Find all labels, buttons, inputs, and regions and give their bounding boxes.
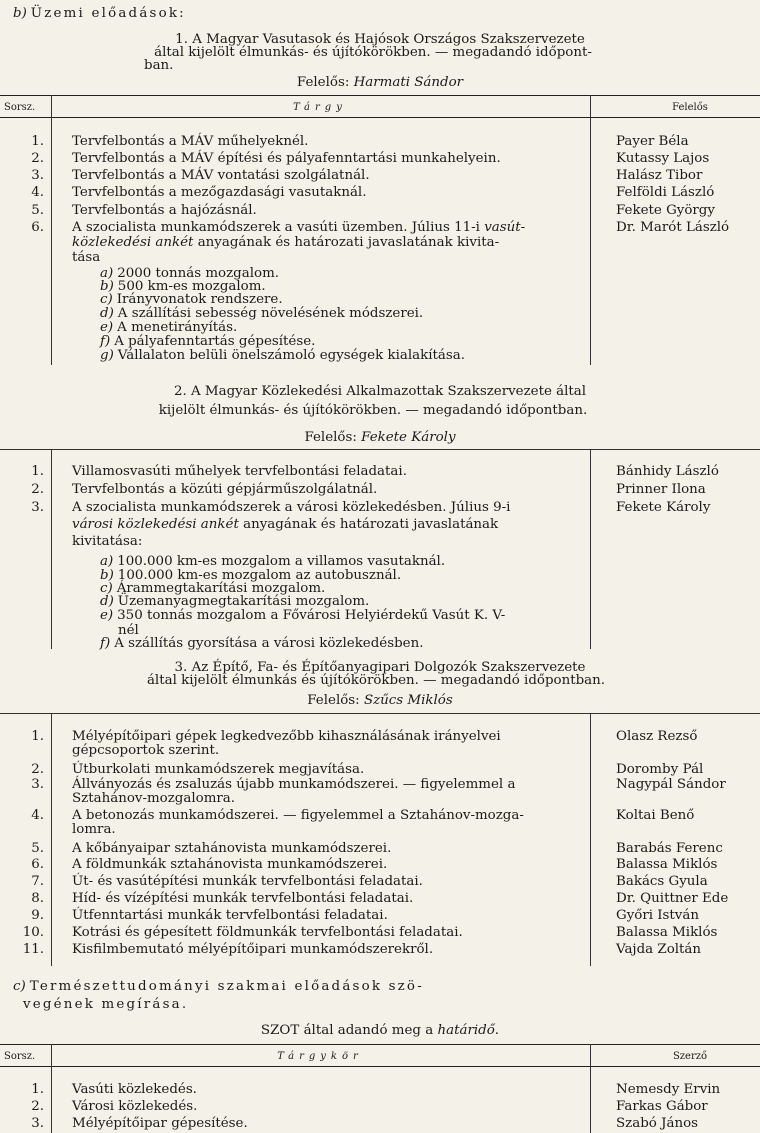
column-divider — [590, 713, 591, 966]
row-subject: Híd- és vízépítési munkák tervfelbontási feladatai. — [72, 891, 414, 906]
sub-item — [100, 594, 580, 609]
row-subject-part: A betonozás munkamódszerei. — figyelemmel a Sztahánov-mozga- — [72, 808, 524, 823]
row-subject: Kotrási és gépesített földmunkák tervfelbontási feladatai. — [72, 925, 463, 940]
horizontal-rule — [0, 449, 760, 450]
row-subject-part: Állványozás és zsaluzás újabb munkamódszerei. — figyelemmel a — [72, 777, 516, 792]
row-responsible: Dorombу Pál — [616, 762, 704, 777]
block2-intro-line: 2. A Magyar Közlekedési Alkalmazottak Szakszervezete által — [173, 384, 587, 399]
sub-item — [100, 636, 580, 651]
responsible-label: Felelős: — [304, 430, 357, 445]
header-targykor: Tárgykör — [277, 1051, 363, 1062]
row-subject — [72, 809, 578, 837]
column-divider — [590, 1044, 591, 1133]
sub-item — [100, 554, 580, 569]
sub-item-letter: a) — [100, 266, 114, 281]
row-subject-part: A szocialista munkamódszerek a vasúti üzemben. Július 11-i — [72, 220, 480, 235]
row-subject — [72, 730, 578, 758]
section-c-deadline — [0, 1023, 760, 1038]
table-c-header — [0, 1044, 760, 1067]
block3-intro-line: 3. Az Építő, Fa- és Építőanyagipari Dolgozók Szakszervezete — [174, 660, 586, 675]
row-number: 3. — [31, 168, 44, 183]
sub-item-text: 100.000 km-es mozgalom az autobusznál. — [117, 568, 402, 583]
sub-item-text: 500 km-es mozgalom. — [117, 279, 266, 294]
row-number: 10. — [22, 925, 44, 940]
row-number: 8. — [31, 891, 44, 906]
row-subject-part: tása — [72, 250, 101, 265]
row-number: 1. — [31, 464, 44, 479]
responsible-label: Felelős: — [296, 75, 350, 90]
block1-intro-line: 1. A Magyar Vasutasok és Hajósok Országos Szakszervezete — [175, 32, 585, 47]
row-responsible: Győri István — [616, 908, 699, 923]
sub-item-letter: d) — [100, 594, 114, 609]
section-b-label: b) — [13, 6, 27, 21]
row-number: 5. — [31, 203, 44, 218]
sub-item-text: 100.000 km-es mozgalom a villamos vasutaknál. — [117, 554, 446, 569]
row-number: 2. — [31, 762, 44, 777]
row-subject: Mélyépítőipar gépesítése. — [72, 1116, 248, 1131]
row-number: 3. — [31, 777, 44, 792]
header-sorsz: Sorsz. — [4, 1051, 36, 1062]
column-divider — [590, 449, 591, 649]
row-author: Farkas Gábor — [616, 1099, 708, 1114]
sub-item-text: 2000 tonnás mozgalom. — [117, 266, 280, 281]
block2-intro — [0, 382, 760, 420]
row-responsible: Fekete Károly — [616, 500, 711, 515]
row-subject-italic: városi közlekedési ankét — [72, 517, 239, 532]
deadline-italic: határidő — [437, 1023, 495, 1038]
section-c-heading — [13, 978, 424, 1014]
row-subject: A kőbányaipar sztahánovista munkamódszerei. — [72, 841, 392, 856]
responsible-name: Szűcs Miklós — [363, 693, 453, 708]
row-subject: Tervfelbontás a közúti gépjárműszolgálatnál. — [72, 482, 378, 497]
row-number: 3. — [31, 500, 44, 515]
row-responsible: Dr. Quittner Ede — [616, 891, 729, 906]
row-subject-italic: közlekedési ankét — [72, 235, 194, 250]
sub-item-text: Vállalaton belüli önelszámoló egységek kialakítása. — [117, 348, 465, 363]
row-subject — [72, 778, 578, 806]
block2-responsible — [0, 430, 760, 445]
row-subject-part: lomra. — [72, 822, 116, 837]
section-b-heading — [13, 6, 186, 21]
row-subject: Útfenntartási munkák tervfelbontási feladatai. — [72, 908, 388, 923]
row-responsible: Prinner Ilona — [616, 482, 706, 497]
row-subject: Tervfelbontás a MÁV műhelyeknél. — [72, 134, 309, 149]
row-subject: Tervfelbontás a hajózásnál. — [72, 203, 257, 218]
sub-item — [100, 292, 580, 307]
block3-intro — [0, 661, 760, 687]
row-subject: Útburkolati munkamódszerek megjavítása. — [72, 762, 365, 777]
sub-item — [100, 348, 580, 363]
row-number: 4. — [31, 185, 44, 200]
row-responsible: Fekete György — [616, 203, 715, 218]
row-number: 1. — [31, 729, 44, 744]
sub-item-continuation: nél — [118, 623, 139, 638]
row-subject: Kisfilmbemutató mélyépítőipari munkamódszerekről. — [72, 942, 434, 957]
section-c-title-cont: vegének megírása. — [23, 997, 189, 1012]
sub-item-letter: a) — [100, 554, 114, 569]
sub-item-text: Irányvonatok rendszere. — [116, 292, 283, 307]
sub-item-letter: e) — [100, 320, 114, 335]
column-divider — [51, 713, 52, 966]
row-number: 5. — [31, 841, 44, 856]
row-responsible: Olasz Rezső — [616, 729, 698, 744]
row-responsible: Vajda Zoltán — [616, 942, 702, 957]
row-responsible: Payer Béla — [616, 134, 689, 149]
sub-item-text: A pályafenntartás gépesítése. — [114, 334, 316, 349]
row-number: 4. — [31, 808, 44, 823]
row-subject: Tervfelbontás a MÁV vontatási szolgálatnál. — [72, 168, 370, 183]
header-felelos: Felelős — [672, 102, 708, 113]
block3-responsible — [0, 693, 760, 708]
row-number: 2. — [31, 482, 44, 497]
responsible-name: Fekete Károly — [361, 430, 456, 445]
row-number: 7. — [31, 874, 44, 889]
sub-item-text: A szállítás gyorsítása a városi közlekedésben. — [114, 636, 424, 651]
row-responsible: Kutassy Lajos — [616, 151, 710, 166]
deadline-end: . — [494, 1023, 500, 1038]
row-author: Szabó János — [616, 1116, 699, 1131]
block2-intro-line: kijelölt élmunkás- és újítókörökben. — megadandó időpontban. — [158, 403, 588, 418]
table1-header — [0, 95, 760, 118]
row-subject — [72, 499, 578, 550]
row-number: 1. — [31, 134, 44, 149]
responsible-label: Felelős: — [307, 693, 360, 708]
header-sorsz: Sorsz. — [4, 102, 36, 113]
row-subject: Villamosvasúti műhelyek tervfelbontási feladatai. — [72, 464, 407, 479]
sub-item — [100, 608, 580, 638]
sub-item — [100, 334, 580, 349]
sub-item-letter: b) — [100, 568, 114, 583]
sub-item-letter: c) — [100, 581, 113, 596]
row-subject: Tervfelbontás a MÁV építési és pályafenntartási munkahelyein. — [72, 151, 501, 166]
row-subject: Tervfelbontás a mezőgazdasági vasutaknál. — [72, 185, 367, 200]
sub-item-letter: d) — [100, 306, 114, 321]
sub-item-letter: f) — [100, 334, 111, 349]
row-number: 6. — [31, 220, 44, 235]
header-szerzo: Szerző — [672, 1051, 708, 1062]
sub-item-letter: c) — [100, 292, 113, 307]
row-number: 6. — [31, 857, 44, 872]
sub-item-letter: g) — [100, 348, 114, 363]
sub-item-letter: e) — [100, 608, 114, 623]
sub-item-text: A menetirányítás. — [117, 320, 238, 335]
row-responsible: Dr. Marót László — [616, 220, 730, 235]
column-divider — [590, 95, 591, 365]
row-responsible: Halász Tibor — [616, 168, 703, 183]
section-b-title: Üzemi előadások: — [30, 6, 186, 21]
row-subject-part: Mélyépítőipari gépek legkedvezőbb kihasználásának irányelvei — [72, 729, 501, 744]
row-number: 3. — [31, 1116, 44, 1131]
column-divider — [51, 95, 52, 365]
column-divider — [51, 449, 52, 649]
row-subject-part: gépcsoportok szerint. — [72, 743, 220, 758]
row-responsible: Bánhidy László — [616, 464, 719, 479]
row-subject-part: Sztahánov-mozgalomra. — [72, 791, 236, 806]
block1-intro — [0, 33, 760, 72]
deadline-text: SZOT által adandó meg a — [260, 1023, 434, 1038]
row-subject: Út- és vasútépítési munkák tervfelbontási feladatai. — [72, 874, 423, 889]
row-number: 11. — [22, 942, 44, 957]
block1-responsible — [0, 75, 760, 90]
row-subject: A földmunkák sztahánovista munkamódszerei. — [72, 857, 388, 872]
section-c-title: Természettudományi szakmai előadások szö- — [29, 979, 424, 994]
row-responsible: Bakács Gyula — [616, 874, 708, 889]
sub-item-letter: f) — [100, 636, 111, 651]
sub-item-text: Árammegtakarítási mozgalom. — [116, 581, 326, 596]
row-responsible: Balassa Miklós — [616, 925, 718, 940]
row-subject — [72, 220, 578, 265]
row-subject-part: anyagának és határozati javaslatának — [243, 517, 499, 532]
row-subject-italic: vasút- — [484, 220, 526, 235]
header-targy: Tárgy — [293, 102, 347, 113]
row-subject-part: A szocialista munkamódszerek a városi közlekedésben. Július 9-i — [72, 500, 511, 515]
horizontal-rule — [0, 713, 760, 714]
row-number: 1. — [31, 1082, 44, 1097]
row-subject-part: kivitatása: — [72, 534, 143, 549]
row-subject: Vasúti közlekedés. — [72, 1082, 197, 1097]
row-responsible: Barabás Ferenc — [616, 841, 723, 856]
sub-item-letter: b) — [100, 279, 114, 294]
sub-item-text: Üzemanyagmegtakarítási mozgalom. — [117, 594, 370, 609]
block1-intro-line: által kijelölt élmunkás- és újítókörökben. — megadandó időpont- — [154, 45, 592, 60]
sub-item-text: A szállítási sebesség növelésének módszerei. — [117, 306, 424, 321]
block3-intro-line: által kijelölt élmunkás és újítókörökben. — megadandó időpontban. — [146, 673, 606, 688]
sub-item — [100, 306, 580, 321]
sub-item-text: 350 tonnás mozgalom a Fővárosi Helyiérdekű Vasút K. V- — [117, 608, 506, 623]
row-subject: Városi közlekedés. — [72, 1099, 198, 1114]
row-number: 9. — [31, 908, 44, 923]
row-responsible: Koltai Benő — [616, 808, 695, 823]
row-number: 2. — [31, 1099, 44, 1114]
row-responsible: Nagypál Sándor — [616, 777, 726, 792]
row-subject-part: anyagának és határozati javaslatának kivita- — [197, 235, 500, 250]
row-number: 2. — [31, 151, 44, 166]
block1-intro-line: ban. — [144, 58, 174, 73]
row-responsible: Balassa Miklós — [616, 857, 718, 872]
row-author: Nemesdy Ervin — [616, 1082, 721, 1097]
section-c-label: c) — [13, 979, 26, 994]
row-responsible: Felföldi László — [616, 185, 715, 200]
column-divider — [51, 1044, 52, 1133]
sub-item — [100, 320, 580, 335]
responsible-name: Harmati Sándor — [353, 75, 464, 90]
